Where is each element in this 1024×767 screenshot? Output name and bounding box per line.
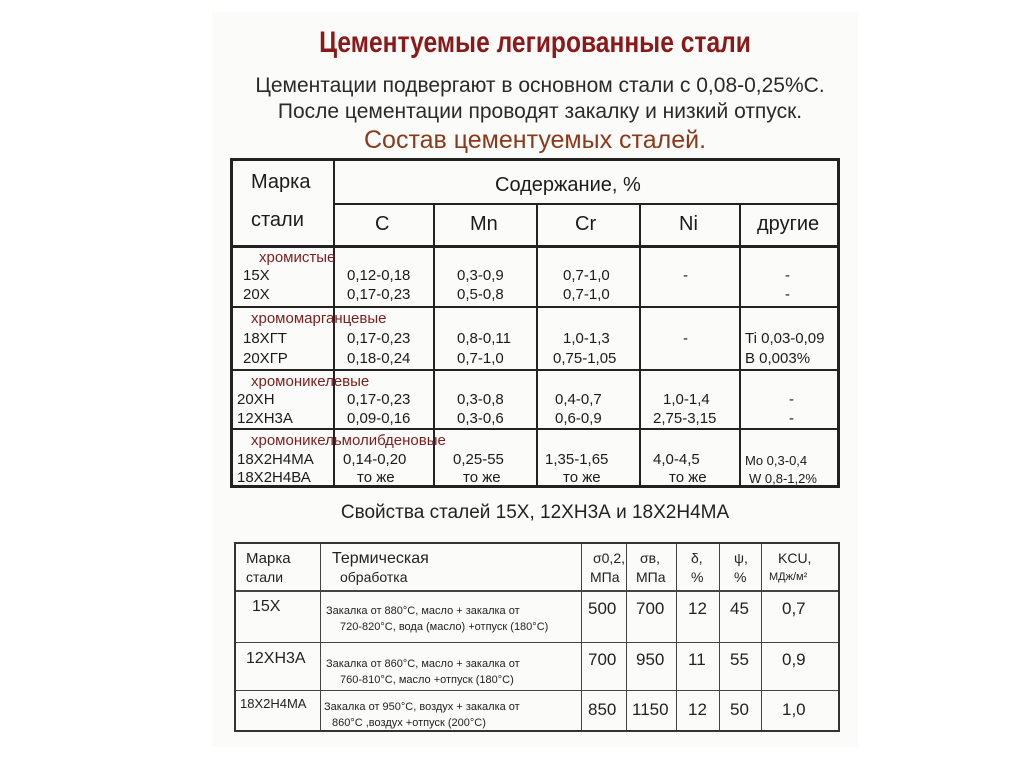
- cell-cr: 0,75-1,05: [553, 350, 617, 367]
- cell-mn: то же: [463, 469, 501, 486]
- cell-other: Ti 0,03-0,09: [745, 330, 825, 347]
- prop-grade: 12ХН3А: [246, 650, 306, 667]
- cell-c: 0,14-0,20: [343, 451, 407, 468]
- prop-s02: 500: [588, 599, 617, 618]
- h-s02-1: σ0,2,: [593, 550, 625, 566]
- cell-ni: -: [683, 330, 688, 347]
- cell-other: -: [785, 267, 790, 284]
- row-grade: 20ХГР: [243, 350, 288, 367]
- cell-c: 0,12-0,18: [347, 267, 411, 284]
- prop-delta: 12: [688, 700, 707, 719]
- cell-c: 0,17-0,23: [347, 330, 411, 347]
- group-label: хромистые: [259, 249, 336, 266]
- row-grade: 20ХН: [237, 391, 275, 408]
- header-grade-2: стали: [251, 209, 304, 231]
- cell-c: 0,18-0,24: [347, 350, 411, 367]
- cell-mn: 0,7-1,0: [457, 350, 504, 367]
- cell-cr: 0,6-0,9: [555, 410, 602, 427]
- row-grade: 15X: [243, 267, 270, 284]
- properties-table: [234, 542, 840, 732]
- col-cr: Cr: [575, 213, 597, 235]
- prop-s02: 850: [588, 700, 617, 719]
- cell-ni: 1,0-1,4: [663, 391, 710, 408]
- h-psi-1: ψ,: [734, 550, 748, 566]
- prop-psi: 55: [730, 650, 749, 669]
- intro-line-1: Цементации подвергают в основном стали с 0,08-0,25%С.: [255, 74, 825, 97]
- col-c: C: [375, 213, 390, 235]
- prop-grade: 15X: [252, 598, 281, 615]
- cell-mn: 0,25-55: [453, 451, 504, 468]
- prop-kcu: 0,9: [782, 650, 806, 669]
- h-s02-2: МПа: [590, 569, 620, 585]
- h-treat-2: обработка: [340, 569, 408, 585]
- group-label: хромоникелевые: [251, 373, 370, 390]
- row-grade: 18Х2Н4ВА: [237, 469, 311, 486]
- cell-cr: 1,0-1,3: [563, 330, 610, 347]
- row-grade: 12ХН3А: [237, 410, 293, 427]
- cell-other: -: [789, 391, 794, 408]
- cell-mn: 0,8-0,11: [457, 330, 511, 347]
- prop-kcu: 1,0: [782, 700, 806, 719]
- header-content: Содержание, %: [495, 174, 641, 196]
- col-ni: Ni: [679, 213, 698, 235]
- cell-ni: 2,75-3,15: [653, 410, 717, 427]
- cell-cr: 0,7-1,0: [563, 286, 610, 303]
- prop-treatment: 720-820°С, вода (масло) +отпуск (180°С): [340, 621, 549, 633]
- h-treat-1: Термическая: [332, 550, 429, 567]
- intro-line-2: После цементации проводят закалку и низкий отпуск.: [277, 100, 803, 123]
- slide-sheet: [212, 12, 858, 747]
- cell-mn: 0,3-0,6: [457, 410, 504, 427]
- properties-title: Свойства сталей 15Х, 12ХН3А и 18Х2Н4МА: [340, 502, 730, 523]
- composition-title: Состав цементуемых сталей.: [363, 126, 707, 154]
- prop-psi: 50: [730, 700, 749, 719]
- page-title: Цементуемые легированные стали: [319, 26, 751, 59]
- cell-other: W 0,8-1,2%: [749, 471, 817, 486]
- cell-mn: 0,3-0,8: [457, 391, 504, 408]
- cell-c: то же: [357, 469, 395, 486]
- cell-other: B 0,003%: [745, 350, 811, 367]
- h-grade-1: Марка: [246, 550, 291, 567]
- prop-treatment: 860°С ,воздух +отпуск (200°С): [332, 717, 486, 729]
- cell-c: 0,17-0,23: [347, 391, 411, 408]
- cell-cr: 1,35-1,65: [545, 451, 609, 468]
- group-label: хромоникельмолибденовые: [251, 432, 446, 449]
- cell-ni: -: [683, 267, 688, 284]
- h-grade-2: стали: [246, 569, 284, 585]
- h-kcu-2: МДж/м²: [769, 571, 808, 583]
- prop-sb: 950: [636, 650, 665, 669]
- row-grade: 20X: [243, 286, 270, 303]
- header-grade-1: Марка: [251, 171, 311, 193]
- cell-ni: то же: [669, 469, 707, 486]
- cell-cr: 0,7-1,0: [563, 267, 610, 284]
- prop-treatment: Закалка от 950°С, воздух + закалка от: [324, 701, 520, 713]
- prop-psi: 45: [730, 599, 749, 618]
- h-psi-2: %: [734, 569, 747, 585]
- h-sb-2: МПа: [636, 569, 666, 585]
- h-delta-1: δ,: [691, 550, 703, 566]
- cell-c: 0,09-0,16: [347, 410, 411, 427]
- prop-treatment: 760-810°С, масло +отпуск (180°С): [340, 674, 514, 686]
- prop-sb: 1150: [632, 700, 669, 719]
- prop-delta: 12: [688, 599, 707, 618]
- cell-mn: 0,5-0,8: [457, 286, 504, 303]
- group-label: хромомарганцевые: [251, 310, 387, 327]
- cell-ni: 4,0-4,5: [653, 451, 700, 468]
- row-grade: 18Х2Н4МА: [237, 451, 314, 468]
- cell-c: 0,17-0,23: [347, 286, 411, 303]
- prop-grade: 18Х2Н4МА: [240, 696, 307, 711]
- cell-other: -: [789, 410, 794, 427]
- prop-sb: 700: [636, 599, 665, 618]
- prop-delta: 11: [688, 650, 706, 669]
- row-grade: 18ХГТ: [243, 330, 287, 347]
- prop-treatment: Закалка от 860°С, масло + закалка от: [326, 658, 520, 670]
- prop-kcu: 0,7: [782, 599, 806, 618]
- cell-other: -: [785, 286, 790, 303]
- h-kcu-1: KCU,: [778, 550, 812, 566]
- col-other: другие: [757, 213, 820, 235]
- cell-cr: то же: [563, 469, 601, 486]
- prop-s02: 700: [588, 650, 617, 669]
- col-mn: Mn: [470, 213, 498, 235]
- h-sb-1: σв,: [640, 550, 660, 566]
- cell-mn: 0,3-0,9: [457, 267, 504, 284]
- cell-other: Mo 0,3-0,4: [745, 453, 808, 468]
- h-delta-2: %: [691, 569, 704, 585]
- cell-cr: 0,4-0,7: [555, 391, 602, 408]
- composition-table: [230, 158, 840, 488]
- prop-treatment: Закалка от 880°С, масло + закалка от: [326, 605, 520, 617]
